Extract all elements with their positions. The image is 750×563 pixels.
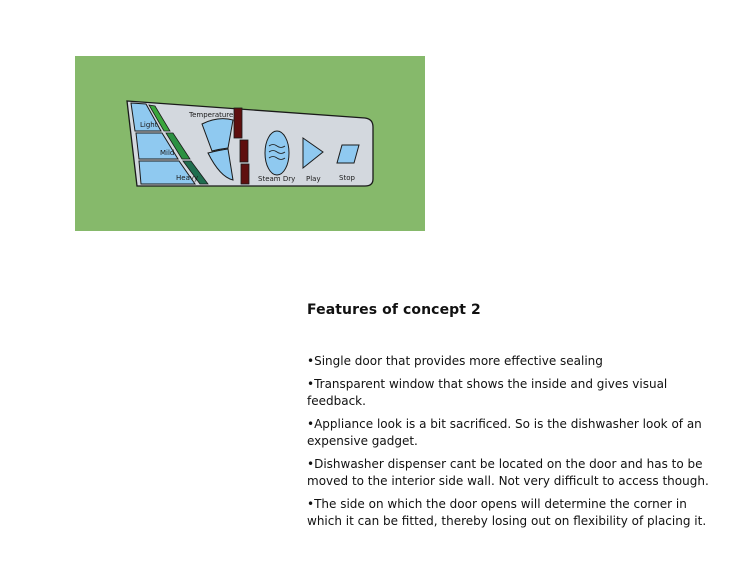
feature-item: •Transparent window that shows the inside and gives visual feedback. bbox=[307, 376, 668, 408]
control-panel-drawing bbox=[75, 56, 425, 231]
feature-list bbox=[307, 353, 717, 536]
light-label: Light bbox=[140, 121, 158, 129]
temperature-bar-2 bbox=[240, 140, 248, 162]
steam-dry-label: Steam Dry bbox=[258, 175, 296, 183]
feature-item: •Dishwasher dispenser cant be located on the door and has to be moved to the interior side wall. Not very difficult to access though. bbox=[307, 456, 709, 488]
temperature-bar-1 bbox=[234, 108, 242, 138]
temperature-bar-3 bbox=[241, 164, 249, 184]
mild-label: Mild bbox=[160, 149, 175, 157]
temperature-label: Temperature bbox=[189, 111, 234, 119]
heavy-label: Heavy bbox=[176, 174, 199, 182]
play-label: Play bbox=[306, 175, 321, 183]
steam-dry-button[interactable] bbox=[265, 131, 289, 175]
slide-heading: Features of concept 2 bbox=[307, 302, 481, 318]
feature-item: •Appliance look is a bit sacrificed. So is the dishwasher look of an expensive gadget. bbox=[307, 416, 702, 448]
feature-item: •Single door that provides more effective sealing bbox=[307, 354, 603, 368]
feature-item: •The side on which the door opens will determine the corner in which it can be fitted, thereby losing out on flexibility of placing it. bbox=[307, 496, 707, 528]
stop-label: Stop bbox=[339, 174, 355, 182]
control-panel-illustration bbox=[75, 56, 425, 231]
